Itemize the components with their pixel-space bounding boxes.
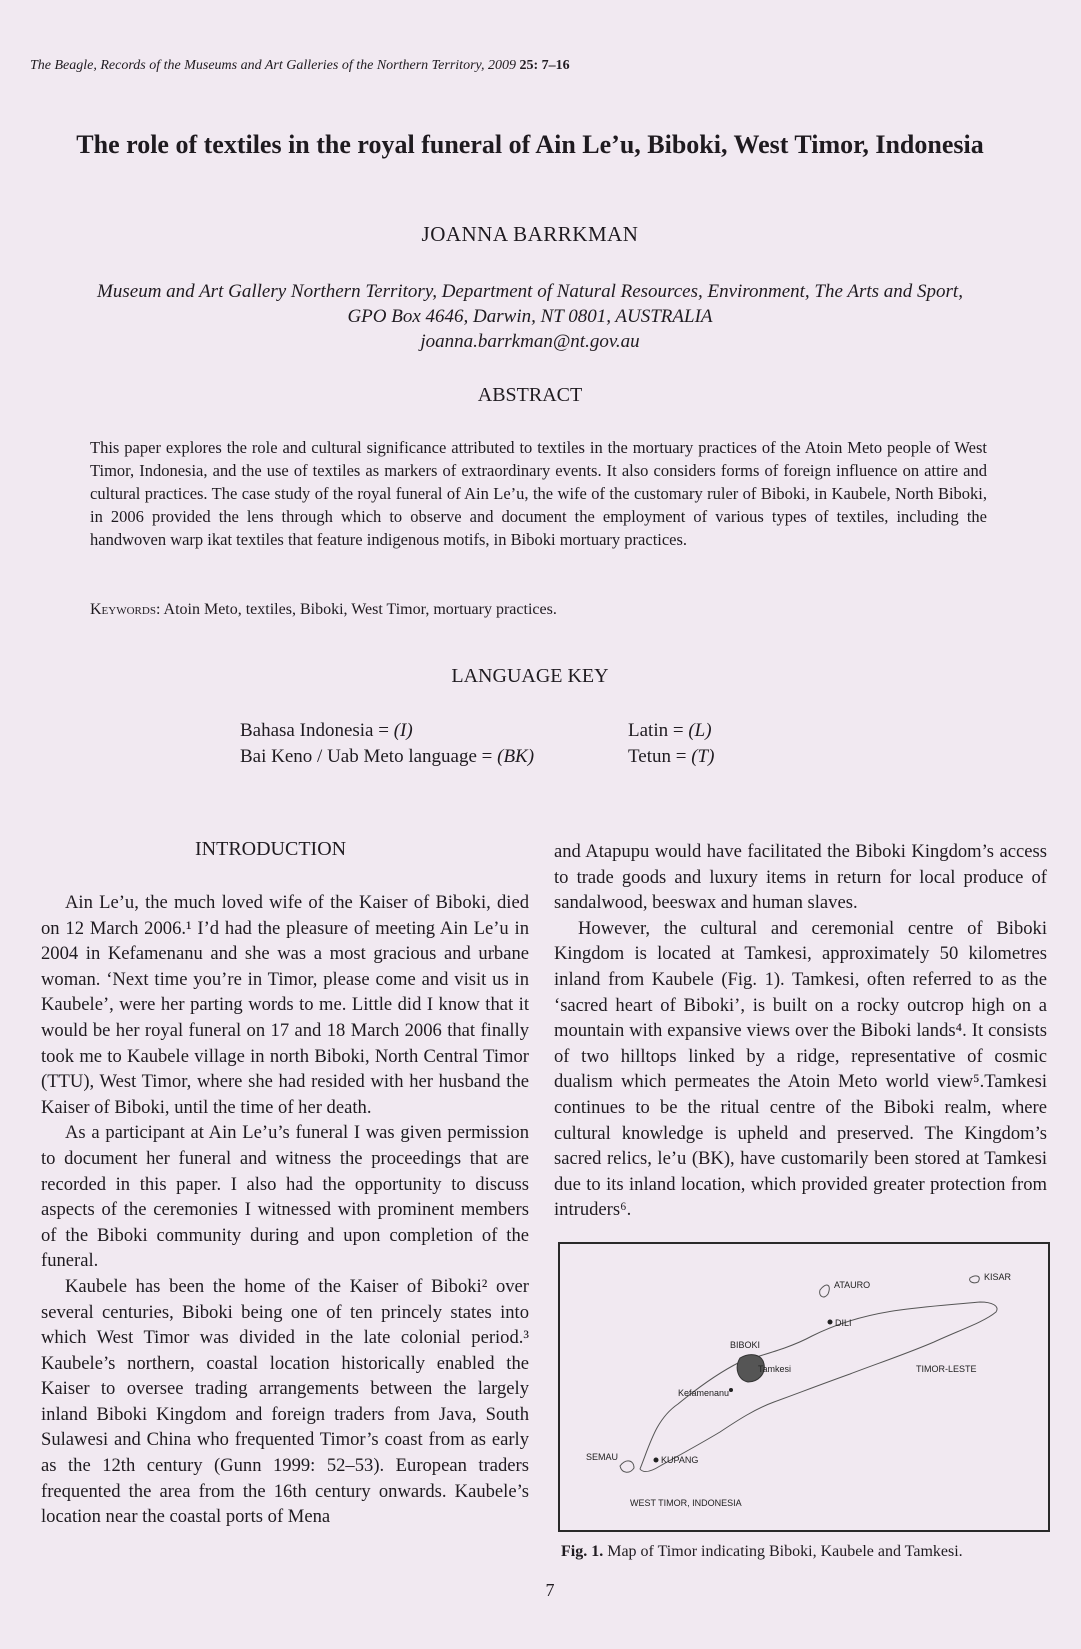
- kefamenanu-marker: [729, 1388, 733, 1392]
- affiliation-line-2: GPO Box 4646, Darwin, NT 0801, AUSTRALIA: [347, 306, 713, 327]
- author-email: joanna.barrkman@nt.gov.au: [420, 331, 640, 352]
- introduction-heading: INTRODUCTION: [195, 838, 347, 860]
- left-column: [41, 890, 529, 1530]
- dili-marker: [828, 1320, 833, 1325]
- language-key-item: Latin = (L): [628, 720, 712, 741]
- map-figure: [558, 1242, 1050, 1532]
- map-label-semau: SEMAU: [586, 1452, 619, 1462]
- map-label-tamkesi: Tamkesi: [758, 1364, 792, 1374]
- keywords-label: Keywords:: [90, 601, 161, 618]
- figure-caption: [561, 1543, 963, 1561]
- language-key-item: Bai Keno / Uab Meto language = (BK): [240, 746, 535, 767]
- abstract-text: This paper explores the role and cultural significance attributed to textiles in the mortuary practices of the Atoin Meto people of West Timor, Indonesia, and the use of textiles as markers of extraordinary events. It also considers forms of foreign influence on attire and cultural practices. The case study of the royal funeral of Ain Le’u, the wife of the customary ruler of Biboki, in Kaubele, North Biboki, in 2006 provided the lens through which to observe and document the employment of various types of textiles, including the handwoven warp ikat textiles that feature indigenous motifs, in Biboki mortuary practices.: [90, 438, 987, 549]
- language-key-item: Bahasa Indonesia = (I): [240, 720, 413, 741]
- abstract-heading: ABSTRACT: [477, 384, 583, 406]
- keywords-text: Atoin Meto, textiles, Biboki, West Timor, mortuary practices.: [163, 601, 557, 618]
- paragraph: As a participant at Ain Le’u’s funeral I was given permission to document her funeral and witness the proceedings that are recorded in this paper. I also had the opportunity to discuss aspects of the ceremonies I witnessed with prominent members of the Biboki community during and upon completion of the funeral.: [41, 1122, 529, 1272]
- map-label-dili: DILI: [835, 1318, 852, 1328]
- map-label-kisar: KISAR: [984, 1272, 1012, 1282]
- map-label-timor-leste: TIMOR-LESTE: [916, 1364, 977, 1374]
- page-number: 7: [545, 1580, 555, 1600]
- map-label-atauro: ATAURO: [834, 1280, 871, 1290]
- map-label-kupang: KUPANG: [661, 1455, 699, 1465]
- map-label-west-timor: WEST TIMOR, INDONESIA: [630, 1498, 742, 1508]
- journal-header: The Beagle, Records of the Museums and Art Galleries of the Northern Territory, 2009 25: 7–16: [30, 58, 570, 73]
- volume-pages: 25: 7–16: [519, 58, 570, 73]
- paragraph: Ain Le’u, the much loved wife of the Kaiser of Biboki, died on 12 March 2006.¹ I’d had the pleasure of meeting Ain Le’u in 2004 in Kefamenanu and she was a most gracious and urbane woman. ‘Next time you’re in Timor, please come and visit us in Kaubele’, were her parting words to me. Little did I know that it would be her royal funeral on 17 and 18 March 2006 that finally took me to Kaubele village in north Biboki, North Central Timor (TTU), West Timor, where she had resided with her husband the Kaiser of Biboki, until the time of her death.: [41, 892, 529, 1118]
- paragraph: and Atapupu would have facilitated the Biboki Kingdom’s access to trade goods and luxury items in return for local produce of sandalwood, beeswax and human slaves.: [554, 841, 1047, 914]
- map-label-biboki: BIBOKI: [730, 1340, 761, 1350]
- paragraph: Kaubele has been the home of the Kaiser of Biboki² over several centuries, Biboki being one of ten princely states into which West Timor was divided in the late colonial period.³ Kaubele’s northern, coastal location historically enabled the Kaiser to oversee trading arrangements between the largely inland Biboki Kingdom and foreign traders from Java, South Sulawesi and China who frequented Timor’s coast from as early as the 12th century (Gunn 1999: 52–53). European traders frequented the area from the 16th century onwards. Kaubele’s location near the coastal ports of Mena: [41, 1275, 529, 1528]
- timor-island-outline: [640, 1302, 997, 1472]
- right-column: [554, 839, 1047, 1223]
- kupang-marker: [654, 1458, 659, 1463]
- language-key-item: Tetun = (T): [628, 746, 715, 767]
- paper-title: The role of textiles in the royal funeral of Ain Le’u, Biboki, West Timor, Indonesia: [76, 130, 984, 159]
- timor-map: [560, 1244, 1048, 1530]
- keywords: [90, 601, 557, 619]
- paragraph: However, the cultural and ceremonial centre of Biboki Kingdom is located at Tamkesi, approximately 50 kilometres inland from Kaubele (Fig. 1). Tamkesi, often referred to as the ‘sacred heart of Biboki’, is built on a rocky outcrop high on a mountain with expansive views over the Biboki lands⁴. It consists of two hilltops linked by a ridge, representative of cosmic dualism which permeates the Atoin Meto world view⁵.Tamkesi continues to be the ritual centre of the Biboki realm, where cultural knowledge is upheld and preserved. The Kingdom’s sacred relics, le’u (BK), have customarily been stored at Tamkesi due to its inland location, which provided greater protection from intruders⁶.: [554, 917, 1047, 1221]
- atauro-island: [820, 1285, 830, 1297]
- map-label-kefamenanu: Kefamenanu: [678, 1388, 730, 1398]
- author-name: JOANNA BARRKMAN: [421, 222, 639, 246]
- semau-island: [620, 1461, 634, 1472]
- affiliation: [30, 279, 1030, 354]
- caption-text: Map of Timor indicating Biboki, Kaubele and Tamkesi.: [607, 1543, 963, 1560]
- kisar-island: [970, 1276, 980, 1283]
- affiliation-line-1: Museum and Art Gallery Northern Territory, Department of Natural Resources, Environment, The Arts and Sport,: [97, 281, 963, 302]
- language-key-heading: LANGUAGE KEY: [451, 665, 609, 687]
- caption-label: Fig. 1.: [561, 1543, 604, 1560]
